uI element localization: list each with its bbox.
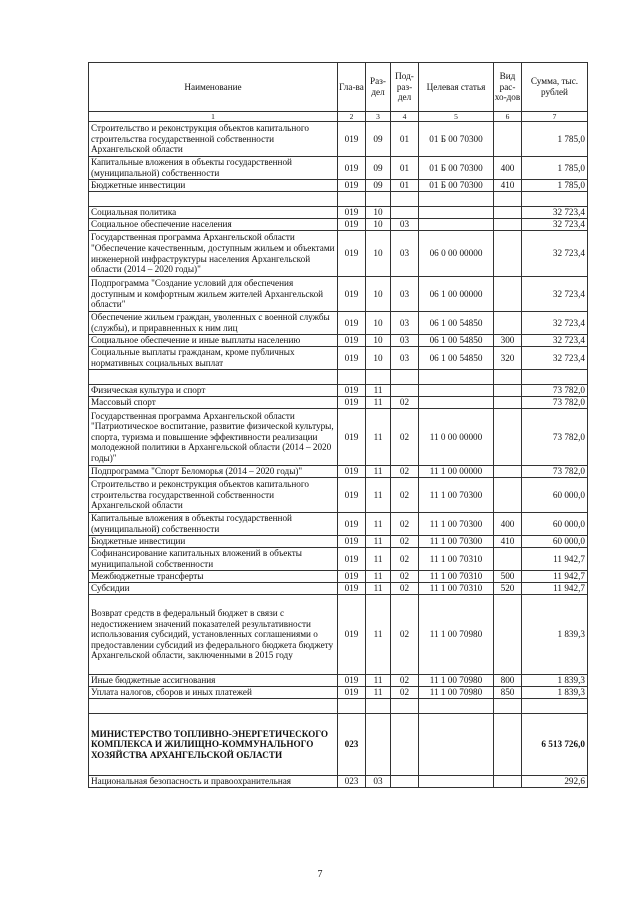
cell-name: Возврат средств в федеральный бюджет в связи с недостижением значений показателей результативности использования субсидий, установленных соглашениями о предоставлении субсидий из федерального бюджета бюджету Архангельской области, заключенными в 2015 году — [89, 595, 338, 675]
cell-target: 06 1 00 54850 — [419, 335, 494, 347]
header-name: Наименование — [89, 63, 338, 112]
header-chapter: Гла-ва — [338, 63, 366, 112]
table-row — [89, 548, 588, 571]
table-row — [89, 397, 588, 409]
spacer-cell — [419, 699, 494, 714]
cell-subsection: 02 — [391, 478, 419, 513]
page-number: 7 — [317, 869, 323, 880]
cell-name: Строительство и реконструкция объектов капитального строительства государственной собственности Архангельской области — [89, 122, 338, 157]
cell-sum: 1 785,0 — [522, 157, 588, 180]
table-row — [89, 513, 588, 536]
spacer-cell — [419, 192, 494, 207]
cell-subsection: 02 — [391, 675, 419, 687]
cell-name: Массовый спорт — [89, 397, 338, 409]
cell-sum: 73 782,0 — [522, 409, 588, 466]
cell-sum: 73 782,0 — [522, 397, 588, 409]
budget-table — [88, 62, 588, 788]
cell-sum: 11 942,7 — [522, 548, 588, 571]
cell-expense — [494, 122, 522, 157]
cell-sum: 1 785,0 — [522, 180, 588, 192]
cell-sum: 1 839,3 — [522, 687, 588, 699]
cell-chapter: 019 — [338, 231, 366, 277]
cell-section: 11 — [366, 548, 391, 571]
cell-target: 06 1 00 54850 — [419, 312, 494, 335]
cell-target — [419, 385, 494, 397]
cell-target: 11 1 00 70980 — [419, 595, 494, 675]
cell-target: 06 1 00 54850 — [419, 347, 494, 370]
cell-sum: 11 942,7 — [522, 571, 588, 583]
cell-section: 11 — [366, 687, 391, 699]
cell-expense — [494, 714, 522, 776]
cell-chapter: 019 — [338, 277, 366, 312]
cell-sum: 32 723,4 — [522, 219, 588, 231]
cell-section: 10 — [366, 207, 391, 219]
cell-section: 11 — [366, 675, 391, 687]
cell-target — [419, 207, 494, 219]
table-row — [89, 571, 588, 583]
cell-chapter: 023 — [338, 776, 366, 788]
spacer-cell — [494, 370, 522, 385]
spacer-cell — [366, 370, 391, 385]
cell-chapter: 019 — [338, 312, 366, 335]
cell-chapter: 019 — [338, 409, 366, 466]
table-row — [89, 675, 588, 687]
cell-sum: 32 723,4 — [522, 207, 588, 219]
cell-expense — [494, 219, 522, 231]
cell-name: Капитальные вложения в объекты государственной (муниципальной) собственности — [89, 513, 338, 536]
cell-expense: 800 — [494, 675, 522, 687]
column-number: 1 — [89, 112, 338, 122]
spacer-cell — [522, 370, 588, 385]
spacer-cell — [522, 192, 588, 207]
cell-expense: 850 — [494, 687, 522, 699]
table-body — [89, 122, 588, 788]
cell-target: 01 Б 00 70300 — [419, 122, 494, 157]
cell-sum: 60 000,0 — [522, 513, 588, 536]
table-row — [89, 207, 588, 219]
cell-name: Социальные выплаты гражданам, кроме публичных нормативных социальных выплат — [89, 347, 338, 370]
spacer-cell — [338, 192, 366, 207]
cell-subsection — [391, 776, 419, 788]
spacer-row — [89, 699, 588, 714]
cell-target — [419, 397, 494, 409]
cell-name: Национальная безопасность и правоохранительная — [89, 776, 338, 788]
cell-target: 11 1 00 70310 — [419, 583, 494, 595]
cell-subsection: 01 — [391, 157, 419, 180]
cell-section: 11 — [366, 478, 391, 513]
table-row — [89, 122, 588, 157]
spacer-cell — [391, 192, 419, 207]
cell-section: 09 — [366, 157, 391, 180]
cell-expense — [494, 207, 522, 219]
spacer-cell — [391, 699, 419, 714]
cell-target — [419, 219, 494, 231]
spacer-cell — [89, 370, 338, 385]
column-number-row — [89, 112, 588, 122]
cell-expense — [494, 548, 522, 571]
cell-subsection: 02 — [391, 571, 419, 583]
cell-subsection: 02 — [391, 397, 419, 409]
spacer-row — [89, 192, 588, 207]
table-row — [89, 231, 588, 277]
cell-sum: 32 723,4 — [522, 277, 588, 312]
table-row — [89, 157, 588, 180]
cell-subsection: 03 — [391, 277, 419, 312]
cell-chapter: 019 — [338, 687, 366, 699]
cell-chapter: 019 — [338, 397, 366, 409]
cell-subsection: 02 — [391, 595, 419, 675]
cell-name: Субсидии — [89, 583, 338, 595]
spacer-cell — [89, 192, 338, 207]
table-row — [89, 180, 588, 192]
cell-expense: 410 — [494, 180, 522, 192]
cell-expense — [494, 776, 522, 788]
cell-expense — [494, 397, 522, 409]
cell-section: 10 — [366, 312, 391, 335]
cell-target: 06 1 00 00000 — [419, 277, 494, 312]
cell-subsection: 02 — [391, 536, 419, 548]
column-number: 5 — [419, 112, 494, 122]
table-row — [89, 312, 588, 335]
cell-target: 11 0 00 00000 — [419, 409, 494, 466]
cell-section: 09 — [366, 122, 391, 157]
cell-expense — [494, 277, 522, 312]
cell-section: 11 — [366, 409, 391, 466]
cell-target: 11 1 00 00000 — [419, 466, 494, 478]
cell-name: Капитальные вложения в объекты государственной (муниципальной) собственности — [89, 157, 338, 180]
cell-section: 10 — [366, 219, 391, 231]
cell-chapter: 019 — [338, 571, 366, 583]
cell-sum: 11 942,7 — [522, 583, 588, 595]
cell-expense: 400 — [494, 157, 522, 180]
cell-expense — [494, 385, 522, 397]
cell-section: 11 — [366, 595, 391, 675]
cell-section: 11 — [366, 397, 391, 409]
table-row — [89, 277, 588, 312]
cell-sum: 1 785,0 — [522, 122, 588, 157]
cell-chapter: 019 — [338, 219, 366, 231]
cell-subsection: 03 — [391, 231, 419, 277]
cell-target — [419, 714, 494, 776]
cell-chapter: 019 — [338, 122, 366, 157]
cell-subsection — [391, 714, 419, 776]
cell-name: Подпрограмма "Создание условий для обеспечения доступным и комфортным жильем жителей Архангельской области" — [89, 277, 338, 312]
table-row — [89, 595, 588, 675]
cell-sum: 32 723,4 — [522, 312, 588, 335]
cell-sum: 73 782,0 — [522, 466, 588, 478]
cell-section: 11 — [366, 385, 391, 397]
cell-target: 11 1 00 70300 — [419, 513, 494, 536]
header-expense: Вид рас-хо-дов — [494, 63, 522, 112]
cell-chapter: 023 — [338, 714, 366, 776]
cell-name: Бюджетные инвестиции — [89, 180, 338, 192]
spacer-cell — [366, 192, 391, 207]
cell-chapter: 019 — [338, 347, 366, 370]
spacer-cell — [494, 699, 522, 714]
cell-expense — [494, 312, 522, 335]
table-row — [89, 335, 588, 347]
cell-subsection: 01 — [391, 122, 419, 157]
cell-subsection — [391, 385, 419, 397]
table-row — [89, 687, 588, 699]
cell-name: Социальное обеспечение и иные выплаты населению — [89, 335, 338, 347]
cell-name: Иные бюджетные ассигнования — [89, 675, 338, 687]
cell-section: 09 — [366, 180, 391, 192]
spacer-cell — [338, 699, 366, 714]
cell-target: 11 1 00 70300 — [419, 536, 494, 548]
table-row — [89, 776, 588, 788]
cell-subsection: 03 — [391, 312, 419, 335]
cell-expense: 320 — [494, 347, 522, 370]
cell-sum: 60 000,0 — [522, 478, 588, 513]
cell-sum: 73 782,0 — [522, 385, 588, 397]
cell-target: 11 1 00 70300 — [419, 478, 494, 513]
cell-section: 10 — [366, 335, 391, 347]
table-row — [89, 219, 588, 231]
cell-expense — [494, 595, 522, 675]
cell-target: 01 Б 00 70300 — [419, 180, 494, 192]
cell-sum: 32 723,4 — [522, 335, 588, 347]
header-row — [89, 63, 588, 112]
cell-subsection: 02 — [391, 548, 419, 571]
cell-section: 11 — [366, 571, 391, 583]
cell-subsection: 03 — [391, 347, 419, 370]
cell-section: 11 — [366, 466, 391, 478]
cell-chapter: 019 — [338, 466, 366, 478]
column-number: 3 — [366, 112, 391, 122]
cell-chapter: 019 — [338, 595, 366, 675]
cell-chapter: 019 — [338, 180, 366, 192]
cell-chapter: 019 — [338, 478, 366, 513]
spacer-cell — [338, 370, 366, 385]
cell-name: Социальная политика — [89, 207, 338, 219]
table-row — [89, 347, 588, 370]
cell-name: Государственная программа Архангельской области "Патриотическое воспитание, развитие физической культуры, спорта, туризма и повышение эффективности реализации молодежной политики в Архангельской области (2014 – 2020 годы)" — [89, 409, 338, 466]
cell-name: Софинансирование капитальных вложений в объекты муниципальной собственности — [89, 548, 338, 571]
cell-sum: 6 513 726,0 — [522, 714, 588, 776]
spacer-cell — [522, 699, 588, 714]
table-row — [89, 478, 588, 513]
cell-expense — [494, 478, 522, 513]
cell-subsection: 03 — [391, 219, 419, 231]
cell-chapter: 019 — [338, 385, 366, 397]
cell-chapter: 019 — [338, 207, 366, 219]
cell-target: 01 Б 00 70300 — [419, 157, 494, 180]
header-subsection: Под-раз-дел — [391, 63, 419, 112]
spacer-row — [89, 370, 588, 385]
cell-subsection: 02 — [391, 513, 419, 536]
cell-section — [366, 714, 391, 776]
cell-chapter: 019 — [338, 536, 366, 548]
cell-chapter: 019 — [338, 675, 366, 687]
table-row — [89, 385, 588, 397]
cell-name: Уплата налогов, сборов и иных платежей — [89, 687, 338, 699]
table-row — [89, 714, 588, 776]
cell-expense — [494, 409, 522, 466]
cell-name: Межбюджетные трансферты — [89, 571, 338, 583]
cell-name: Физическая культура и спорт — [89, 385, 338, 397]
cell-target — [419, 776, 494, 788]
column-number: 2 — [338, 112, 366, 122]
table-row — [89, 409, 588, 466]
cell-chapter: 019 — [338, 583, 366, 595]
header-section: Раз-дел — [366, 63, 391, 112]
column-number: 7 — [522, 112, 588, 122]
cell-subsection — [391, 207, 419, 219]
cell-target: 11 1 00 70980 — [419, 687, 494, 699]
cell-sum: 32 723,4 — [522, 231, 588, 277]
cell-target: 11 1 00 70310 — [419, 571, 494, 583]
cell-chapter: 019 — [338, 548, 366, 571]
cell-sum: 60 000,0 — [522, 536, 588, 548]
spacer-cell — [391, 370, 419, 385]
cell-expense: 400 — [494, 513, 522, 536]
cell-section: 10 — [366, 277, 391, 312]
cell-section: 11 — [366, 583, 391, 595]
cell-name: Обеспечение жильем граждан, уволенных с военной службы (службы), и приравненных к ним лиц — [89, 312, 338, 335]
column-number: 4 — [391, 112, 419, 122]
cell-target: 06 0 00 00000 — [419, 231, 494, 277]
cell-target: 11 1 00 70310 — [419, 548, 494, 571]
cell-name: Подпрограмма "Спорт Беломорья (2014 – 2020 годы)" — [89, 466, 338, 478]
cell-target: 11 1 00 70980 — [419, 675, 494, 687]
cell-chapter: 019 — [338, 335, 366, 347]
cell-section: 03 — [366, 776, 391, 788]
cell-sum: 1 839,3 — [522, 675, 588, 687]
cell-name: Государственная программа Архангельской области "Обеспечение качественным, доступным жильем и объектами инженерной инфраструктуры населения Архангельской области (2014 – 2020 годы)" — [89, 231, 338, 277]
cell-name: Бюджетные инвестиции — [89, 536, 338, 548]
cell-chapter: 019 — [338, 513, 366, 536]
cell-section: 10 — [366, 231, 391, 277]
cell-sum: 1 839,3 — [522, 595, 588, 675]
cell-name: Социальное обеспечение населения — [89, 219, 338, 231]
table-row — [89, 466, 588, 478]
header-sum: Сумма, тыс. рублей — [522, 63, 588, 112]
cell-subsection: 02 — [391, 466, 419, 478]
cell-sum: 32 723,4 — [522, 347, 588, 370]
spacer-cell — [494, 192, 522, 207]
spacer-cell — [89, 699, 338, 714]
cell-name: МИНИСТЕРСТВО ТОПЛИВНО-ЭНЕРГЕТИЧЕСКОГО КОМПЛЕКСА И ЖИЛИЩНО-КОММУНАЛЬНОГО ХОЗЯЙСТВА АРХАНГЕЛЬСКОЙ ОБЛАСТИ — [89, 714, 338, 776]
spacer-cell — [366, 699, 391, 714]
table-row — [89, 536, 588, 548]
cell-expense — [494, 466, 522, 478]
cell-subsection: 02 — [391, 409, 419, 466]
cell-expense — [494, 231, 522, 277]
cell-subsection: 01 — [391, 180, 419, 192]
header-target: Целевая статья — [419, 63, 494, 112]
spacer-cell — [419, 370, 494, 385]
cell-section: 10 — [366, 347, 391, 370]
cell-section: 11 — [366, 536, 391, 548]
column-number: 6 — [494, 112, 522, 122]
cell-section: 11 — [366, 513, 391, 536]
cell-subsection: 02 — [391, 687, 419, 699]
cell-subsection: 02 — [391, 583, 419, 595]
cell-expense: 520 — [494, 583, 522, 595]
cell-expense: 500 — [494, 571, 522, 583]
table-row — [89, 583, 588, 595]
cell-name: Строительство и реконструкция объектов капитального строительства государственной собственности Архангельской области — [89, 478, 338, 513]
cell-subsection: 03 — [391, 335, 419, 347]
cell-expense: 410 — [494, 536, 522, 548]
cell-chapter: 019 — [338, 157, 366, 180]
cell-expense: 300 — [494, 335, 522, 347]
cell-sum: 292,6 — [522, 776, 588, 788]
